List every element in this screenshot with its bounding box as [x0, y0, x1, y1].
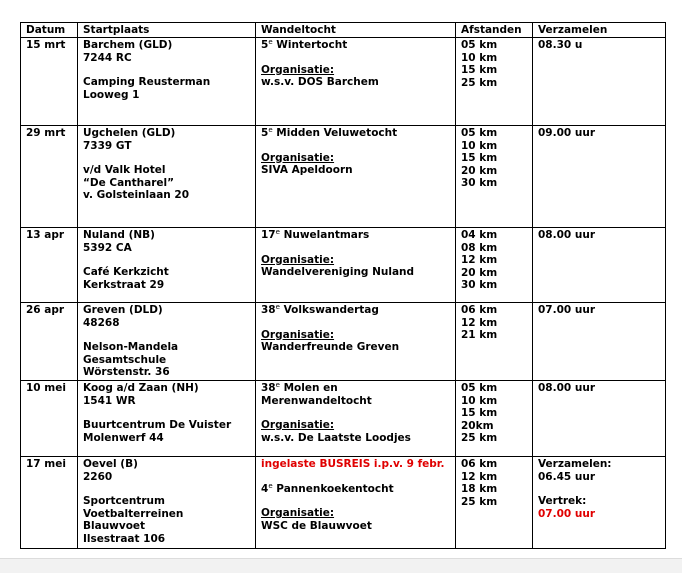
gather-time: 06.45 uur	[538, 470, 595, 483]
gather-time: 08.30 u	[538, 39, 583, 51]
header-datum: Datum	[21, 23, 78, 38]
cell-verzamelen	[533, 381, 666, 457]
place-line: 2260	[83, 470, 113, 483]
org-label: Organisatie:	[261, 151, 335, 164]
distance-item: 05 km	[461, 382, 498, 394]
cell-verzamelen	[533, 38, 666, 126]
header-afstanden: Afstanden	[456, 23, 533, 38]
gather-block	[538, 39, 660, 52]
tour-block	[261, 304, 450, 354]
tour-ordinal: e	[268, 38, 273, 46]
place-line: Ugchelen (GLD)	[83, 127, 176, 139]
spacer	[261, 317, 450, 329]
tour-number: 5	[261, 39, 269, 51]
tour-ordinal: e	[275, 228, 280, 236]
org-label: Organisatie:	[261, 253, 335, 266]
cell-afstanden	[456, 126, 533, 228]
cell-afstanden	[456, 228, 533, 303]
tour-ordinal: e	[268, 481, 273, 490]
gather-block	[538, 304, 660, 317]
distance-item: 05 km	[461, 127, 498, 139]
org-name: Wandelvereniging Nuland	[261, 266, 415, 278]
header-verzamelen: Verzamelen	[533, 23, 666, 38]
cell-startplaats	[78, 303, 256, 381]
place-line: Koog a/d Zaan (NH)	[83, 382, 199, 394]
header-row	[21, 23, 666, 38]
place-line: 1541 WR	[83, 394, 136, 407]
tour-title	[261, 127, 450, 140]
distance-list	[461, 382, 527, 445]
cell-date	[21, 303, 78, 381]
table-row	[21, 126, 666, 228]
cell-date	[21, 228, 78, 303]
place-line: v. Golsteinlaan 20	[83, 189, 190, 201]
place-line: Buurtcentrum De Vuister	[83, 419, 232, 431]
cell-afstanden	[456, 38, 533, 126]
place-line: Wörstenstr. 36	[83, 366, 170, 378]
cell-afstanden	[456, 381, 533, 457]
cell-date	[21, 126, 78, 228]
place-line: Café Kerkzicht	[83, 266, 169, 278]
place-line: “De Cantharel”	[83, 176, 175, 189]
place-line: Kerkstraat 29	[83, 278, 165, 291]
spacer	[83, 64, 250, 76]
date-text: 26 apr	[26, 304, 65, 316]
place-line: Ilsestraat 106	[83, 532, 166, 545]
table-row	[21, 228, 666, 303]
depart-label: Vertrek:	[538, 495, 587, 507]
distance-item: 20 km	[461, 164, 498, 177]
org-name: WSC de Blauwvoet	[261, 519, 372, 532]
spacer	[83, 329, 250, 341]
distance-item: 04 km	[461, 229, 498, 241]
cell-wandeltocht	[256, 457, 456, 549]
tour-number: 5	[261, 127, 269, 139]
tour-block	[261, 39, 450, 89]
tour-title	[261, 382, 450, 395]
date-text: 13 apr	[26, 229, 65, 241]
spacer	[261, 140, 450, 152]
place-line: Greven (DLD)	[83, 304, 163, 316]
cell-wandeltocht	[256, 303, 456, 381]
cell-startplaats	[78, 126, 256, 228]
place-line: Gesamtschule	[83, 353, 167, 366]
tour-ordinal: e	[275, 381, 280, 389]
header-startplaats: Startplaats	[78, 23, 256, 38]
cell-date	[21, 381, 78, 457]
distance-item: 20km	[461, 419, 494, 432]
distance-item: 21 km	[461, 329, 498, 341]
tour-ordinal: e	[268, 126, 273, 134]
gather-label: Verzamelen:	[538, 458, 612, 470]
tour-name: Midden Veluwetocht	[276, 127, 398, 139]
gather-block	[538, 458, 660, 520]
distance-item: 12 km	[461, 254, 498, 266]
place-line: v/d Valk Hotel	[83, 164, 166, 176]
place-line: Oevel (B)	[83, 458, 138, 470]
distance-item: 25 km	[461, 76, 498, 89]
distance-list	[461, 229, 527, 292]
place-line: 7339 GT	[83, 139, 132, 152]
table-row	[21, 303, 666, 381]
tour-number: 38	[261, 382, 276, 394]
distance-item: 10 km	[461, 139, 498, 152]
tour-name-line2: Merenwandeltocht	[261, 394, 372, 407]
tour-title	[261, 39, 450, 52]
spacer	[83, 407, 250, 419]
place-line: Barchem (GLD)	[83, 39, 173, 51]
cell-wandeltocht	[256, 126, 456, 228]
spacer	[261, 495, 450, 507]
depart-time: 07.00 uur	[538, 507, 595, 520]
place-line: Nelson-Mandela	[83, 341, 179, 353]
cell-verzamelen	[533, 126, 666, 228]
distance-list	[461, 304, 527, 342]
place-line: Sportcentrum	[83, 495, 165, 507]
place-line: Voetbalterreinen	[83, 507, 184, 520]
gather-block	[538, 382, 660, 395]
gather-time: 09.00 uur	[538, 127, 595, 139]
distance-item: 20 km	[461, 266, 498, 279]
distance-list	[461, 458, 527, 508]
cell-startplaats	[78, 381, 256, 457]
tour-title	[261, 304, 450, 317]
org-label: Organisatie:	[261, 419, 335, 431]
distance-list	[461, 39, 527, 89]
place-line: Molenwerf 44	[83, 431, 164, 444]
distance-item: 05 km	[461, 39, 498, 51]
spacer	[83, 254, 250, 266]
distance-item: 06 km	[461, 304, 498, 316]
distance-item: 15 km	[461, 64, 498, 76]
gather-time: 08.00 uur	[538, 229, 595, 241]
table-row	[21, 381, 666, 457]
gather-time: 08.00 uur	[538, 382, 595, 394]
tour-name: Volkswandertag	[283, 304, 379, 316]
distance-item: 06 km	[461, 458, 498, 470]
place-line: Looweg 1	[83, 88, 140, 101]
tour-block	[261, 382, 450, 444]
org-name: Wanderfreunde Greven	[261, 341, 400, 353]
spacer	[83, 152, 250, 164]
org-label: Organisatie:	[261, 507, 335, 519]
date-text: 17 mei	[26, 458, 66, 470]
distance-item: 15 km	[461, 407, 498, 419]
distance-item: 12 km	[461, 470, 498, 483]
tour-number: 17	[261, 229, 276, 241]
distance-item: 30 km	[461, 177, 498, 189]
cell-date	[21, 38, 78, 126]
place-line: 48268	[83, 316, 120, 329]
cell-date	[21, 457, 78, 549]
distance-item: 10 km	[461, 51, 498, 64]
tour-name: Molen en	[283, 382, 338, 394]
tour-block	[261, 229, 450, 279]
date-text: 29 mrt	[26, 127, 66, 139]
spacer	[538, 483, 660, 495]
cell-verzamelen	[533, 457, 666, 549]
table-row	[21, 38, 666, 126]
gather-time: 07.00 uur	[538, 304, 595, 316]
tour-number: 4	[261, 482, 269, 495]
spacer	[261, 407, 450, 419]
cell-verzamelen	[533, 303, 666, 381]
tour-number: 38	[261, 304, 276, 316]
distance-item: 10 km	[461, 394, 498, 407]
cell-startplaats	[78, 38, 256, 126]
notice-text: ingelaste BUSREIS i.p.v. 9 febr.	[261, 458, 445, 470]
distance-item: 25 km	[461, 495, 498, 508]
cell-verzamelen	[533, 228, 666, 303]
org-name: w.s.v. DOS Barchem	[261, 76, 379, 88]
tour-title	[261, 483, 450, 496]
org-label: Organisatie:	[261, 328, 335, 341]
spacer	[83, 483, 250, 495]
distance-item: 12 km	[461, 316, 498, 329]
tour-ordinal: e	[275, 303, 280, 311]
tour-name: Wintertocht	[276, 39, 348, 51]
spacer	[261, 52, 450, 64]
cell-startplaats	[78, 228, 256, 303]
header-wandeltocht: Wandeltocht	[256, 23, 456, 38]
tour-block	[261, 127, 450, 177]
cell-startplaats	[78, 457, 256, 549]
gather-block	[538, 229, 660, 242]
schedule-table	[20, 22, 666, 549]
cell-wandeltocht	[256, 381, 456, 457]
cell-afstanden	[456, 457, 533, 549]
place-line: Nuland (NB)	[83, 229, 155, 241]
tour-block	[261, 458, 450, 532]
cell-afstanden	[456, 303, 533, 381]
org-name: w.s.v. De Laatste Loodjes	[261, 431, 411, 444]
gather-block	[538, 127, 660, 140]
place-line: 7244 RC	[83, 51, 132, 64]
date-text: 15 mrt	[26, 39, 66, 51]
org-name: SIVA Apeldoorn	[261, 164, 353, 176]
distance-list	[461, 127, 527, 190]
distance-item: 25 km	[461, 432, 498, 444]
tour-name: Pannenkoekentocht	[276, 482, 394, 495]
spacer	[261, 242, 450, 254]
cell-wandeltocht	[256, 38, 456, 126]
tour-title	[261, 229, 450, 242]
place-line: 5392 CA	[83, 241, 132, 254]
place-line: Blauwvoet	[83, 520, 146, 532]
place-line: Camping Reusterman	[83, 76, 211, 88]
distance-item: 18 km	[461, 483, 498, 495]
tour-name: Nuwelantmars	[283, 229, 370, 241]
distance-item: 15 km	[461, 152, 498, 164]
footer-bar	[0, 558, 682, 573]
distance-item: 08 km	[461, 241, 498, 254]
date-text: 10 mei	[26, 382, 66, 394]
spacer	[261, 471, 450, 483]
table-row	[21, 457, 666, 549]
distance-item: 30 km	[461, 279, 498, 291]
cell-wandeltocht	[256, 228, 456, 303]
org-label: Organisatie:	[261, 63, 335, 76]
